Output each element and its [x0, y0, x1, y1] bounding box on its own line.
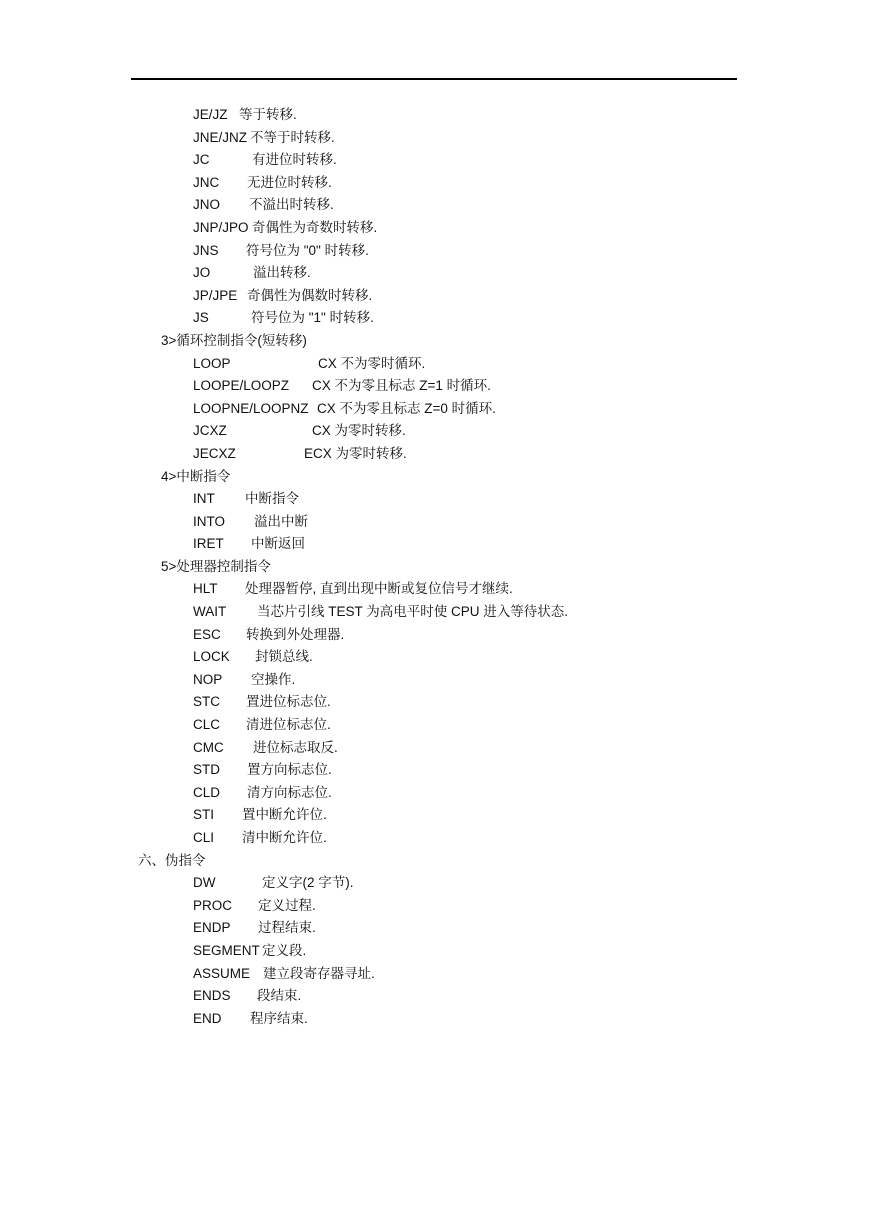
instruction-row	[0, 1008, 869, 1031]
instruction-mnemonic: INTO	[193, 513, 226, 529]
header-rule	[131, 78, 737, 80]
instruction-description: 溢出转移.	[253, 265, 311, 281]
instruction-mnemonic: STI	[193, 807, 215, 823]
instruction-mnemonic: WAIT	[193, 604, 227, 620]
instruction-description: 溢出中断	[254, 513, 308, 529]
instruction-row	[0, 104, 869, 127]
instruction-mnemonic: JNE/JNZ	[193, 129, 247, 145]
instruction-description: 当芯片引线 TEST 为高电平时使 CPU 进入等待状态.	[257, 604, 569, 620]
instruction-row	[0, 488, 869, 511]
instruction-description: 中断指令	[245, 491, 299, 507]
instruction-mnemonic: CMC	[193, 739, 224, 755]
instruction-description: CX 不为零时循环.	[318, 355, 426, 371]
instruction-description: 清方向标志位.	[247, 784, 332, 800]
instruction-description: 不溢出时转移.	[249, 197, 334, 213]
instruction-row	[0, 917, 869, 940]
instruction-mnemonic: HLT	[193, 581, 218, 597]
instruction-description: 进位标志取反.	[253, 739, 338, 755]
instruction-mnemonic: IRET	[193, 536, 224, 552]
instruction-row	[0, 420, 869, 443]
instruction-description: 处理器暂停, 直到出现中断或复位信号才继续.	[245, 581, 513, 597]
instruction-row	[0, 217, 869, 240]
instruction-row	[0, 353, 869, 376]
instruction-mnemonic: CLD	[193, 784, 221, 800]
section-heading	[0, 466, 869, 489]
instruction-description: 建立段寄存器寻址.	[263, 965, 375, 981]
instruction-row	[0, 194, 869, 217]
instruction-row	[0, 601, 869, 624]
instruction-description: 中断返回	[251, 536, 305, 552]
instruction-description: 段结束.	[257, 988, 302, 1004]
section-heading-text: 5>处理器控制指令	[161, 558, 271, 574]
instruction-row	[0, 940, 869, 963]
instruction-description: 不等于时转移.	[250, 129, 335, 145]
instruction-description: CX 不为零且标志 Z=1 时循环.	[312, 378, 491, 394]
instruction-mnemonic: LOCK	[193, 649, 230, 665]
section-heading	[0, 556, 869, 579]
instruction-row	[0, 646, 869, 669]
instruction-row	[0, 714, 869, 737]
instruction-description: 过程结束.	[258, 920, 316, 936]
instruction-row	[0, 759, 869, 782]
instruction-mnemonic: JNP/JPO	[193, 219, 249, 235]
instruction-mnemonic: LOOPNE/LOOPNZ	[193, 400, 309, 416]
instruction-row	[0, 624, 869, 647]
instruction-mnemonic: JE/JZ	[193, 107, 228, 122]
instruction-mnemonic: ESC	[193, 626, 221, 642]
instruction-row	[0, 782, 869, 805]
instruction-row	[0, 511, 869, 534]
instruction-description: 等于转移.	[239, 107, 297, 122]
instruction-mnemonic: JC	[193, 152, 210, 168]
instruction-description: 有进位时转移.	[252, 152, 337, 168]
instruction-row	[0, 872, 869, 895]
instruction-mnemonic: DW	[193, 875, 216, 891]
instruction-mnemonic: LOOPE/LOOPZ	[193, 378, 290, 394]
instruction-mnemonic: STC	[193, 694, 220, 710]
instruction-mnemonic: JNS	[193, 242, 219, 258]
instruction-row	[0, 669, 869, 692]
instruction-row	[0, 172, 869, 195]
instruction-row	[0, 804, 869, 827]
instruction-row	[0, 578, 869, 601]
instruction-mnemonic: JNO	[193, 197, 220, 213]
instruction-row	[0, 240, 869, 263]
instruction-description: 定义段.	[262, 942, 307, 958]
instruction-mnemonic: JS	[193, 310, 209, 326]
instruction-description: 置方向标志位.	[247, 762, 332, 778]
instruction-description: ECX 为零时转移.	[304, 445, 407, 461]
instruction-mnemonic: CLC	[193, 717, 221, 733]
instruction-description: 置进位标志位.	[246, 694, 331, 710]
instruction-description: 封锁总线.	[255, 649, 313, 665]
instruction-row	[0, 827, 869, 850]
section-heading-text: 3>循环控制指令(短转移)	[161, 332, 307, 348]
instruction-row	[0, 307, 869, 330]
instruction-mnemonic: INT	[193, 491, 215, 507]
section-heading-text: 4>中断指令	[161, 468, 231, 484]
instruction-description: 奇偶性为奇数时转移.	[252, 219, 378, 235]
instruction-description: 定义过程.	[258, 897, 316, 913]
instruction-mnemonic: END	[193, 1010, 222, 1026]
instruction-description: 符号位为 "0" 时转移.	[246, 242, 369, 258]
instruction-mnemonic: ASSUME	[193, 965, 251, 981]
section-heading	[0, 850, 869, 873]
instruction-mnemonic: NOP	[193, 671, 223, 687]
instruction-description: 清中断允许位.	[242, 830, 327, 845]
instruction-row	[0, 285, 869, 308]
instruction-mnemonic: ENDP	[193, 920, 231, 936]
instruction-description: 无进位时转移.	[247, 174, 332, 190]
instruction-mnemonic: JP/JPE	[193, 287, 238, 303]
instruction-description: 置中断允许位.	[242, 807, 327, 823]
instruction-mnemonic: JO	[193, 265, 211, 281]
instruction-mnemonic: STD	[193, 762, 220, 778]
instruction-description: 程序结束.	[250, 1010, 308, 1026]
instruction-row	[0, 262, 869, 285]
instruction-row	[0, 963, 869, 986]
instruction-description: CX 不为零且标志 Z=0 时循环.	[317, 400, 496, 416]
instruction-mnemonic: CLI	[193, 830, 215, 845]
instruction-mnemonic: LOOP	[193, 355, 231, 371]
instruction-mnemonic: PROC	[193, 897, 233, 913]
document-body	[0, 104, 869, 1030]
instruction-row	[0, 375, 869, 398]
section-heading-text: 六、伪指令	[138, 852, 206, 868]
instruction-description: 清进位标志位.	[246, 717, 331, 733]
instruction-mnemonic: JNC	[193, 174, 220, 190]
instruction-row	[0, 737, 869, 760]
instruction-row	[0, 691, 869, 714]
instruction-row	[0, 895, 869, 918]
instruction-description: CX 为零时转移.	[312, 423, 406, 439]
instruction-mnemonic: JECXZ	[193, 445, 236, 461]
instruction-description: 定义字(2 字节).	[262, 875, 354, 891]
instruction-mnemonic: ENDS	[193, 988, 231, 1004]
instruction-mnemonic: SEGMENT	[193, 942, 260, 958]
instruction-description: 符号位为 "1" 时转移.	[251, 310, 374, 326]
instruction-row	[0, 533, 869, 556]
instruction-mnemonic: JCXZ	[193, 423, 227, 439]
instruction-row	[0, 127, 869, 150]
instruction-description: 转换到外处理器.	[246, 626, 345, 642]
section-heading	[0, 330, 869, 353]
instruction-row	[0, 985, 869, 1008]
instruction-row	[0, 149, 869, 172]
instruction-description: 空操作.	[251, 671, 296, 687]
instruction-description: 奇偶性为偶数时转移.	[247, 287, 373, 303]
instruction-row	[0, 443, 869, 466]
instruction-row	[0, 398, 869, 421]
